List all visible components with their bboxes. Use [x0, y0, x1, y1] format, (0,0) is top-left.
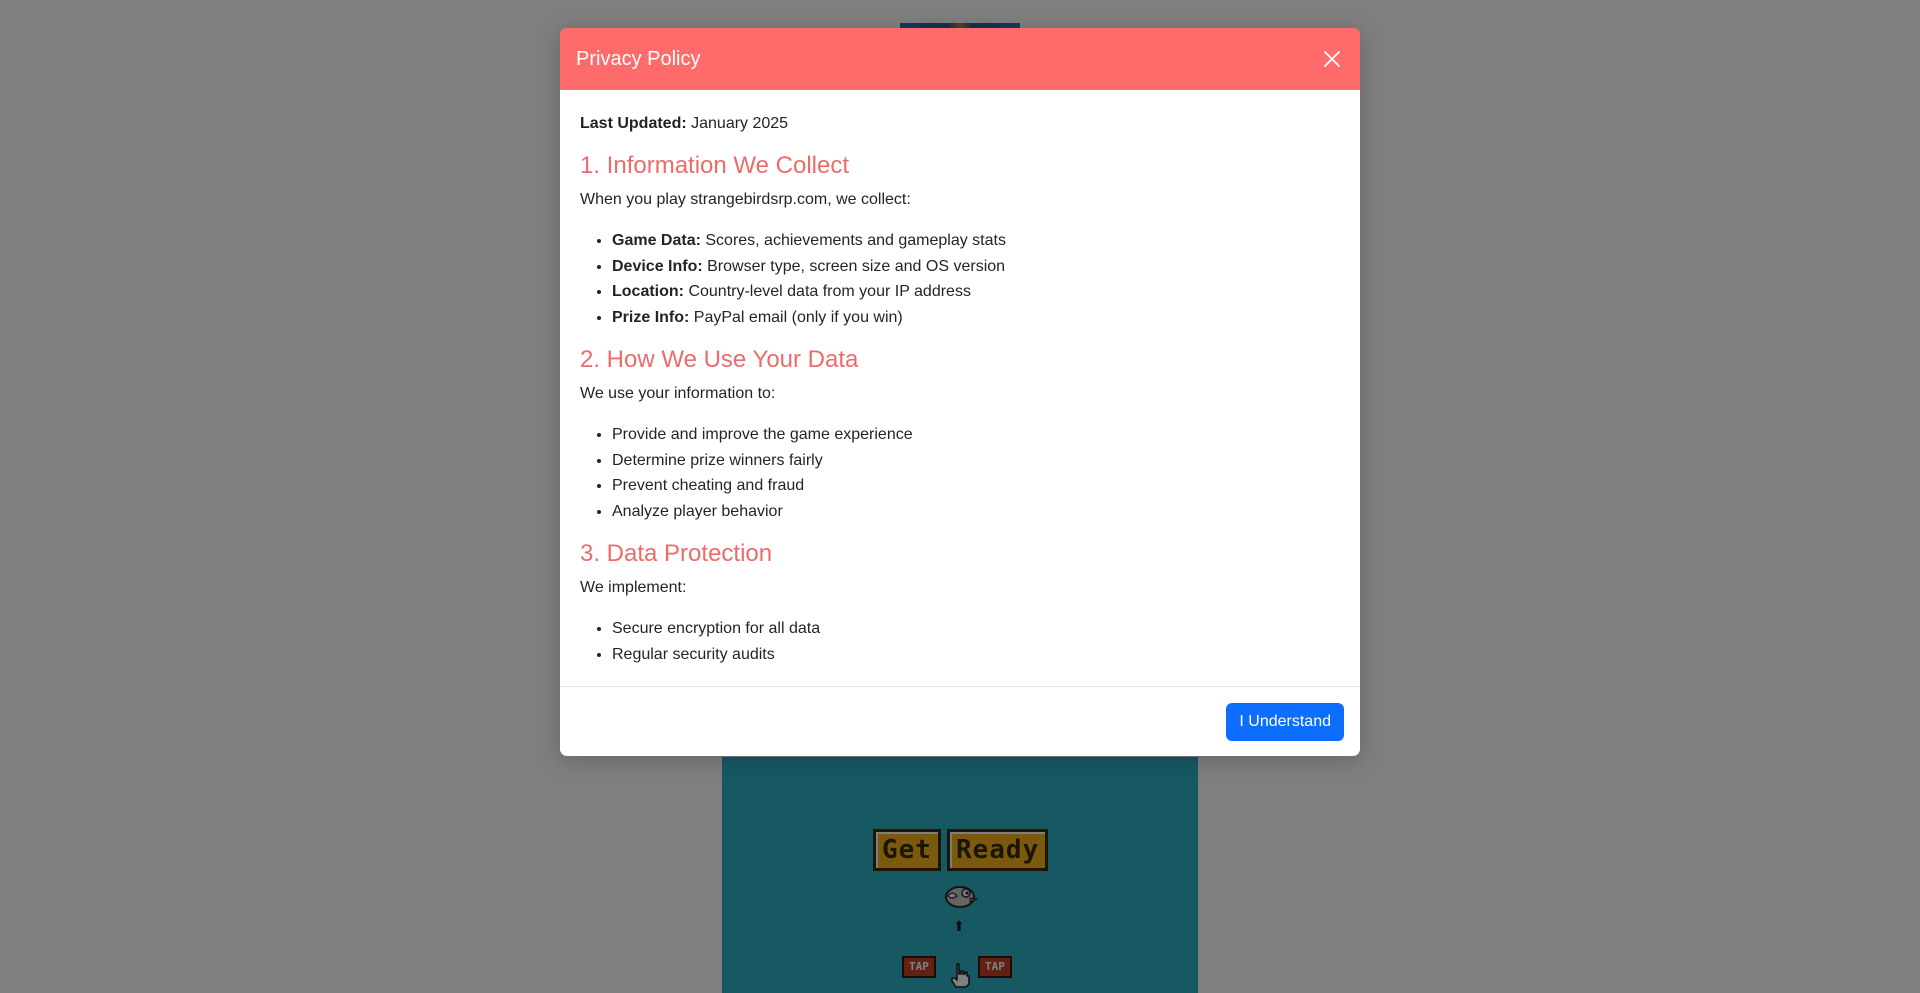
list-item: • Provide and improve the game experience — [612, 422, 1340, 448]
list-item-label: Prize Info: — [612, 308, 690, 326]
i-understand-button[interactable]: I Understand — [1226, 703, 1344, 741]
modal-footer — [560, 686, 1360, 756]
list-item — [612, 305, 1340, 331]
modal-header — [560, 28, 1360, 90]
list-item-label: Location: — [612, 283, 684, 300]
list-item-text: PayPal email (only if you win) — [689, 308, 903, 326]
list-item — [612, 228, 1340, 254]
section-intro: We implement: — [580, 579, 687, 596]
list-item: • Determine prize winners fairly — [612, 448, 1340, 474]
list-item — [612, 279, 1340, 305]
section-list — [580, 422, 1340, 524]
section-list — [580, 616, 1340, 667]
list-item-text: Country-level data from your IP address — [684, 283, 971, 300]
list-item — [612, 254, 1340, 280]
list-item: • Secure encryption for all data — [612, 616, 1340, 642]
last-updated-value: January 2025 — [686, 115, 789, 132]
modal-body[interactable] — [560, 90, 1360, 688]
section-intro: We use your information to: — [580, 385, 776, 402]
list-item: • Regular security audits — [612, 642, 1340, 668]
last-updated — [580, 112, 1340, 136]
section-heading: 2. How We Use Your Data — [580, 346, 859, 373]
section-heading: 3. Data Protection — [580, 540, 773, 567]
list-item: • Analyze player behavior — [612, 499, 1340, 525]
list-item-text: Scores, achievements and gameplay stats — [700, 232, 1006, 249]
section-list — [580, 228, 1340, 330]
modal-title: Privacy Policy — [576, 47, 701, 70]
list-item-text: Browser type, screen size and OS version — [702, 257, 1006, 275]
last-updated-label: Last Updated: — [580, 115, 687, 132]
section-intro: When you play strangebirdsrp.com, we collect: — [580, 191, 911, 208]
list-item-label: Device Info: — [612, 257, 703, 275]
list-item: • Prevent cheating and fraud — [612, 473, 1340, 499]
section-heading: 1. Information We Collect — [580, 152, 850, 179]
privacy-policy-modal — [560, 28, 1360, 756]
list-item-label: Game Data: — [612, 232, 701, 249]
close-icon[interactable] — [1320, 47, 1344, 71]
